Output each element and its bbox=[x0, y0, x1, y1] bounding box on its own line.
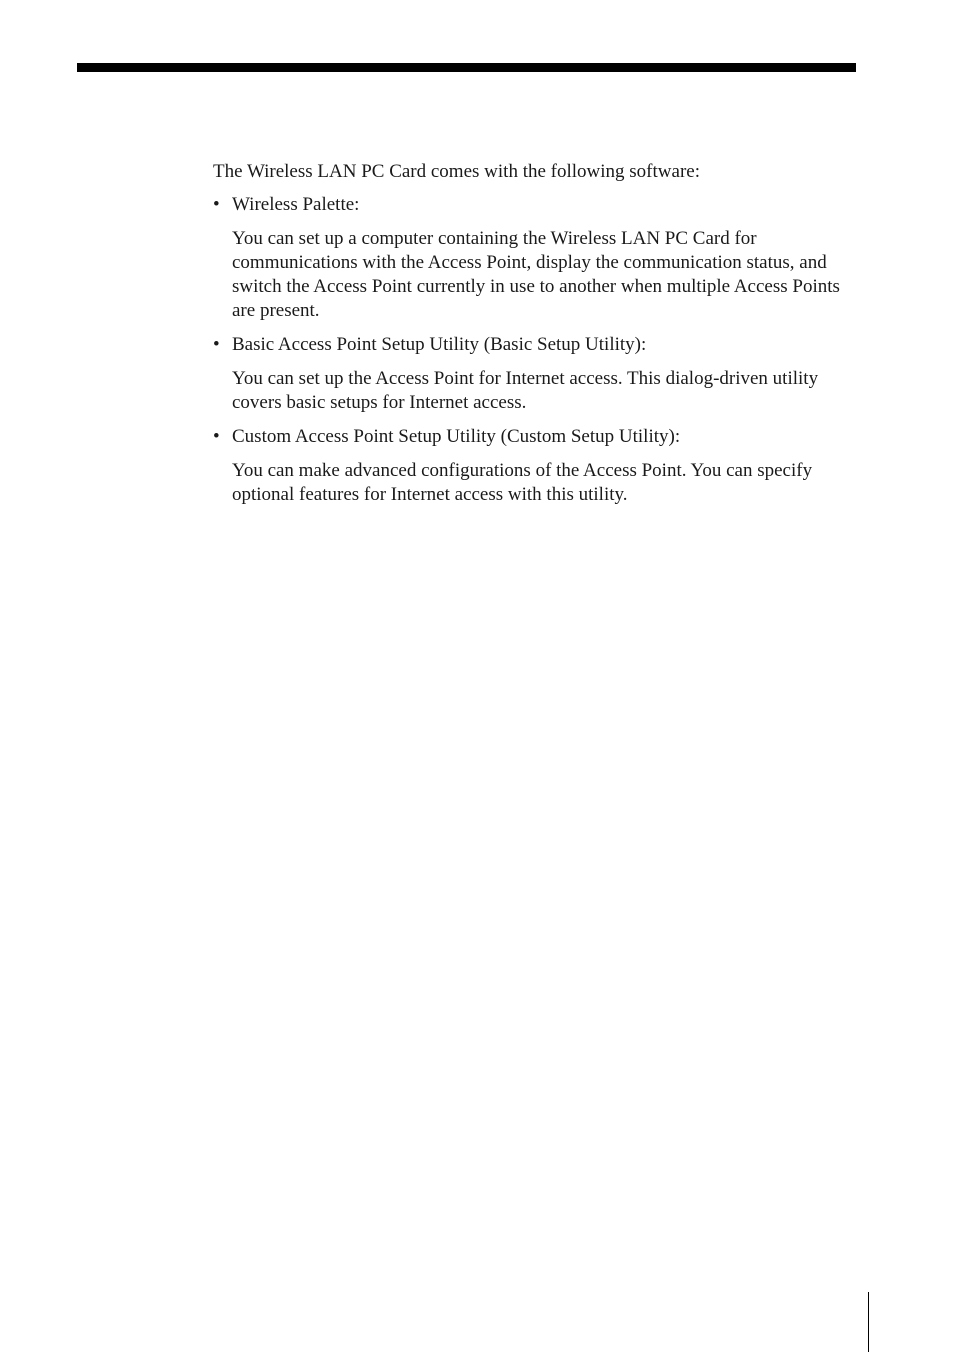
list-item bbox=[213, 425, 858, 507]
bullet-icon: • bbox=[213, 194, 220, 215]
bullet-heading bbox=[213, 193, 858, 217]
intro-paragraph: The Wireless LAN PC Card comes with the following software: bbox=[213, 161, 700, 182]
list-item bbox=[213, 333, 858, 415]
bullet-icon: • bbox=[213, 426, 220, 447]
bullet-title: Custom Access Point Setup Utility (Custom Setup Utility): bbox=[232, 426, 681, 447]
bullet-description: You can set up the Access Point for Internet access. This dialog-driven utility covers basic setups for Internet access. bbox=[232, 368, 819, 413]
bullet-heading bbox=[213, 333, 858, 357]
bullet-description: You can set up a computer containing the Wireless LAN PC Card for communications with the Access Point, display the communication status, and switch the Access Point currently in use to another when multiple Access Points are present. bbox=[232, 228, 840, 321]
header-rule bbox=[77, 63, 856, 72]
bullet-heading bbox=[213, 425, 858, 449]
bullet-description: You can make advanced configurations of the Access Point. You can specify optional features for Internet access with this utility. bbox=[232, 460, 813, 505]
bullet-icon: • bbox=[213, 334, 220, 355]
document-body bbox=[213, 160, 858, 517]
bullet-title: Wireless Palette: bbox=[232, 194, 360, 215]
list-item bbox=[213, 193, 858, 323]
margin-rule bbox=[868, 1292, 869, 1352]
bullet-title: Basic Access Point Setup Utility (Basic Setup Utility): bbox=[232, 334, 647, 355]
